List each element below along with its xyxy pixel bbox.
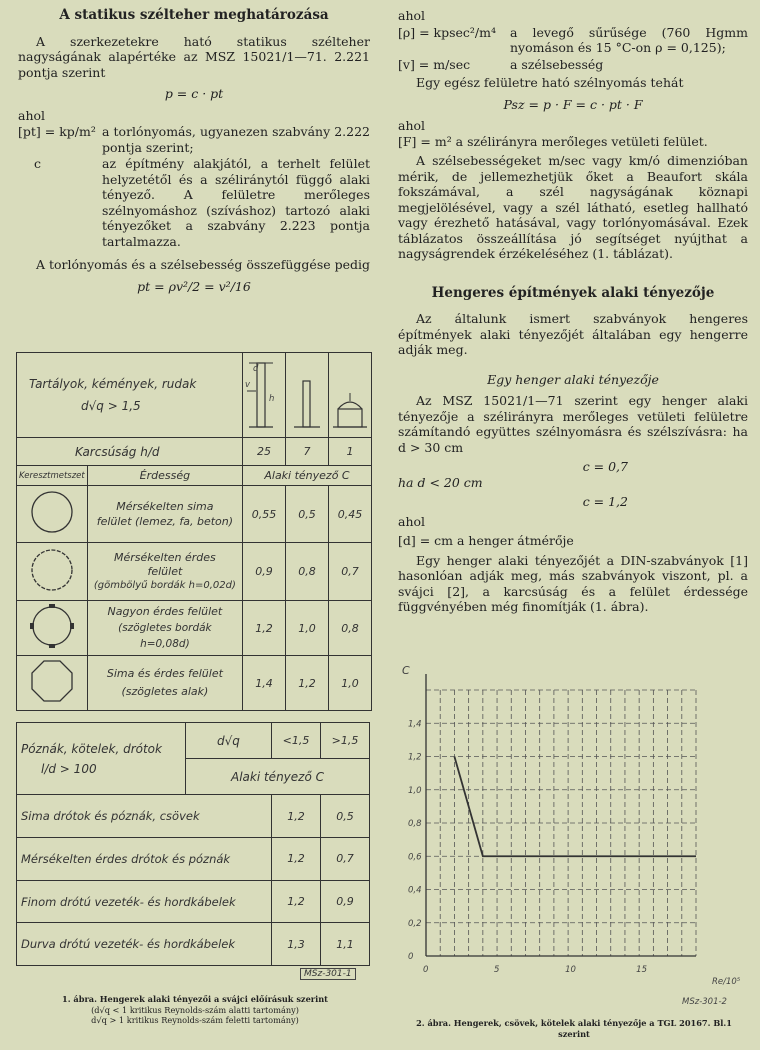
- range-low: <1,5: [272, 723, 321, 759]
- table-row: [17, 601, 372, 656]
- octagon-icon: [17, 656, 88, 711]
- coef-value: 1,3: [272, 923, 321, 966]
- table-cylinders: [16, 352, 372, 711]
- svg-text:v: v: [245, 380, 251, 390]
- range-high: >1,5: [321, 723, 370, 759]
- coef-value: 0,8: [286, 543, 329, 601]
- formula: pt = ρv²/2 = v²/16: [137, 278, 251, 294]
- table-row: [17, 838, 370, 881]
- roughness-label: (szögletes alak): [121, 685, 209, 698]
- y-tick-label: 1,2: [408, 752, 422, 763]
- paragraph: Egy egész felületre ható szélnyomás tehát: [416, 75, 684, 90]
- paragraph: A torlónyomás és a szélsebesség összefüggése pedig: [36, 257, 371, 272]
- coef-value: 0,45: [329, 486, 372, 543]
- definition-F: [F] = m² a szélirányra merőleges vetületi felület.: [398, 133, 708, 149]
- y-tick-label: 1,4: [408, 719, 422, 730]
- table-row: [17, 795, 370, 838]
- figure2-caption: 2. ábra. Hengerek, csövek, kötelek alaki tényezője a TGL 20167. Bl.1 szerint: [416, 1018, 732, 1039]
- coef-value: 0,8: [329, 601, 372, 656]
- y-tick-label: 0,8: [408, 819, 422, 829]
- roughness-label: (szögletes bordák h=0,08d): [118, 622, 212, 650]
- slenderness-value: 7: [286, 438, 329, 466]
- re-coefficient-chart: [396, 660, 756, 1012]
- paragraph: Az általunk ismert szabványok hengeres építmények alaki tényezőjét általában egy hengerre adják meg.: [398, 311, 748, 357]
- coef-value: 0,5: [321, 795, 370, 838]
- table-row: [17, 543, 372, 601]
- formula: Psz = p · F = c · pt · F: [503, 96, 643, 112]
- roughness-label: felület: [147, 564, 183, 578]
- subsection-title: Egy henger alaki tényezője: [487, 371, 659, 387]
- coef-value: 1,2: [243, 601, 286, 656]
- definition-v: [v] = m/sec a szélsebesség: [398, 56, 604, 72]
- roughness-label: Nagyon érdes felület: [107, 605, 223, 618]
- stamp-table: MSz-301-1: [300, 968, 356, 980]
- coef-value: 0,55: [243, 486, 286, 543]
- roughness-label: Mérsékelten sima: [116, 500, 214, 513]
- medium-cylinder-sketch: [286, 353, 329, 438]
- coef-value: 1,2: [272, 795, 321, 838]
- coef-value: 0,7: [329, 543, 372, 601]
- x-tick-label: 0: [423, 965, 429, 975]
- row-label: Sima drótok és póznák, csövek: [17, 795, 272, 838]
- table-row: [17, 880, 370, 923]
- section-title: Hengeres építmények alaki tényezője: [431, 284, 715, 301]
- figure1-caption: 1. ábra. Hengerek alaki tényezői a svájci előírásuk szerint (d√q < 1 kritikus Reynolds-szám alatti tartomány) d√q > 1 kritikus Reynolds-szám feletti tartomány): [62, 994, 328, 1025]
- table-wires: [16, 722, 370, 966]
- right-column: [398, 8, 748, 615]
- y-tick-label: 0,4: [408, 885, 422, 896]
- ahol-label: ahol: [398, 8, 426, 23]
- x-axis-label: Re/10⁵: [712, 977, 741, 987]
- paragraph: A szélsebességeket m/sec vagy km/ó dimenzióban mérik, de jellemezhetjük őket a Beaufort skála fokszámával, a szél nagyságának köznapi megjelölésével, vagy a szél látható, esetleg hallható vagy érezhető hatásával, vagy torlónyomásával. Ezek táblázatos összeállítása jó segítséget nyújthat a nagyságrendek érzékeléséhez (1. táblázat).: [398, 153, 748, 261]
- smooth-circle-icon: [17, 486, 88, 543]
- paragraph: Egy henger alaki tényezőjét a DIN-szabványok [1] hasonlóan adják meg, más szabványok viszont, pl. a svájci [2], a karcsúság és a felület érdessége függvényében még finomítják (1. ábra).: [398, 552, 748, 614]
- svg-text:h: h: [269, 394, 275, 404]
- col-header-roughness: Érdesség: [87, 466, 242, 486]
- coef-value: 1,1: [321, 923, 370, 966]
- chart-stamp: MSz-301-2: [682, 997, 727, 1007]
- slenderness-value: 1: [329, 438, 372, 466]
- coef-value: 1,0: [329, 656, 372, 711]
- coef-value: 0,7: [321, 838, 370, 881]
- y-tick-label: 0,6: [408, 852, 422, 863]
- definition-pt: [pt] = kp/m² a torlónyomás, ugyanezen szabvány 2.222 pontja szerint;: [18, 124, 370, 155]
- col-header-cross-section: Keresztmetszet: [17, 466, 88, 486]
- row-label: Mérsékelten érdes drótok és póznák: [17, 838, 272, 881]
- value-c: c = 1,2: [582, 494, 628, 509]
- x-tick-label: 5: [494, 965, 500, 975]
- table2-header-condition: l/d > 100: [41, 761, 97, 776]
- round-ribbed-circle-icon: [17, 543, 88, 601]
- series-line: [454, 757, 696, 857]
- coefficient-header: Alaki tényező C: [186, 759, 370, 795]
- roughness-label: (gömbölyű bordák h=0,02d): [93, 579, 236, 591]
- formula: p = c · pt: [164, 86, 224, 101]
- coef-value: 0,9: [243, 543, 286, 601]
- value-c: c = 0,7: [582, 459, 628, 474]
- y-axis-label: C: [402, 664, 410, 677]
- roughness-label: Mérsékelten érdes: [113, 550, 216, 564]
- left-column: [18, 8, 370, 300]
- definition-c: c az építmény alakjától, a terhelt felület helyzetétől és a széliránytól függő alaki tényező. A felületre merőleges szélnyomáshoz (szíváshoz) tartozó alaki tényezőket a szabvány 2.223 pontja tartalmazza.: [34, 156, 370, 249]
- slenderness-label: Karcsúság h/d: [17, 438, 243, 466]
- short-cylinder-sketch: [329, 353, 372, 438]
- square-ribbed-circle-icon: [17, 601, 88, 656]
- paragraph: A szerkezetekre ható statikus szélteher nagyságának alapértéke az MSZ 15021/1—71. 2.221 pontja szerint: [18, 33, 370, 80]
- row-label: Durva drótú vezeték- és hordkábelek: [17, 923, 272, 966]
- ahol-label: ahol: [398, 513, 426, 529]
- x-tick-label: 10: [565, 965, 576, 975]
- coef-value: 1,2: [272, 838, 321, 881]
- roughness-label: felület (lemez, fa, beton): [96, 515, 234, 528]
- col-header-coefficient: Alaki tényező C: [243, 466, 372, 486]
- table2-header-label: Póznák, kötelek, drótok: [21, 741, 162, 756]
- table-row: [17, 656, 372, 711]
- coef-value: 1,2: [286, 656, 329, 711]
- coef-value: 0,9: [321, 880, 370, 923]
- table-header-label: Tartályok, kémények, rudak: [29, 377, 197, 391]
- table-header-condition: d√q > 1,5: [81, 399, 141, 413]
- y-tick-label: 1,0: [408, 785, 422, 796]
- dq-label: d√q: [186, 723, 272, 759]
- table-row: [17, 486, 372, 543]
- roughness-label: Sima és érdes felület: [106, 667, 223, 680]
- tall-cylinder-sketch: [243, 353, 286, 438]
- coef-value: 1,2: [272, 880, 321, 923]
- ahol-label: ahol: [398, 118, 426, 133]
- slenderness-value: 25: [243, 438, 286, 466]
- paragraph: Az MSZ 15021/1—71 szerint egy henger alaki tényezője a szélirányra merőleges vetületi felületre számítandó együttes szélnyomásra és szélszívásra: ha d > 30 cm: [398, 393, 748, 455]
- section-title: A statikus szélteher meghatározása: [59, 7, 329, 23]
- coef-value: 1,4: [243, 656, 286, 711]
- definition-rho: [ρ] = kpsec²/m⁴ a levegő sűrűsége (760 Hgmm nyomáson és 15 °C-on ρ = 0,125);: [398, 24, 748, 55]
- y-tick-label: 0,2: [408, 918, 422, 929]
- row-label: Finom drótú vezeték- és hordkábelek: [17, 880, 272, 923]
- coef-value: 0,5: [286, 486, 329, 543]
- y-tick-label: 0: [408, 952, 414, 962]
- definition-d: [d] = cm a henger átmérője: [398, 533, 574, 548]
- svg-text:d: d: [253, 364, 259, 374]
- coef-value: 1,0: [286, 601, 329, 656]
- table-row: [17, 923, 370, 966]
- x-tick-label: 15: [636, 965, 647, 975]
- ahol-label: ahol: [18, 107, 46, 123]
- condition: ha d < 20 cm: [398, 474, 483, 490]
